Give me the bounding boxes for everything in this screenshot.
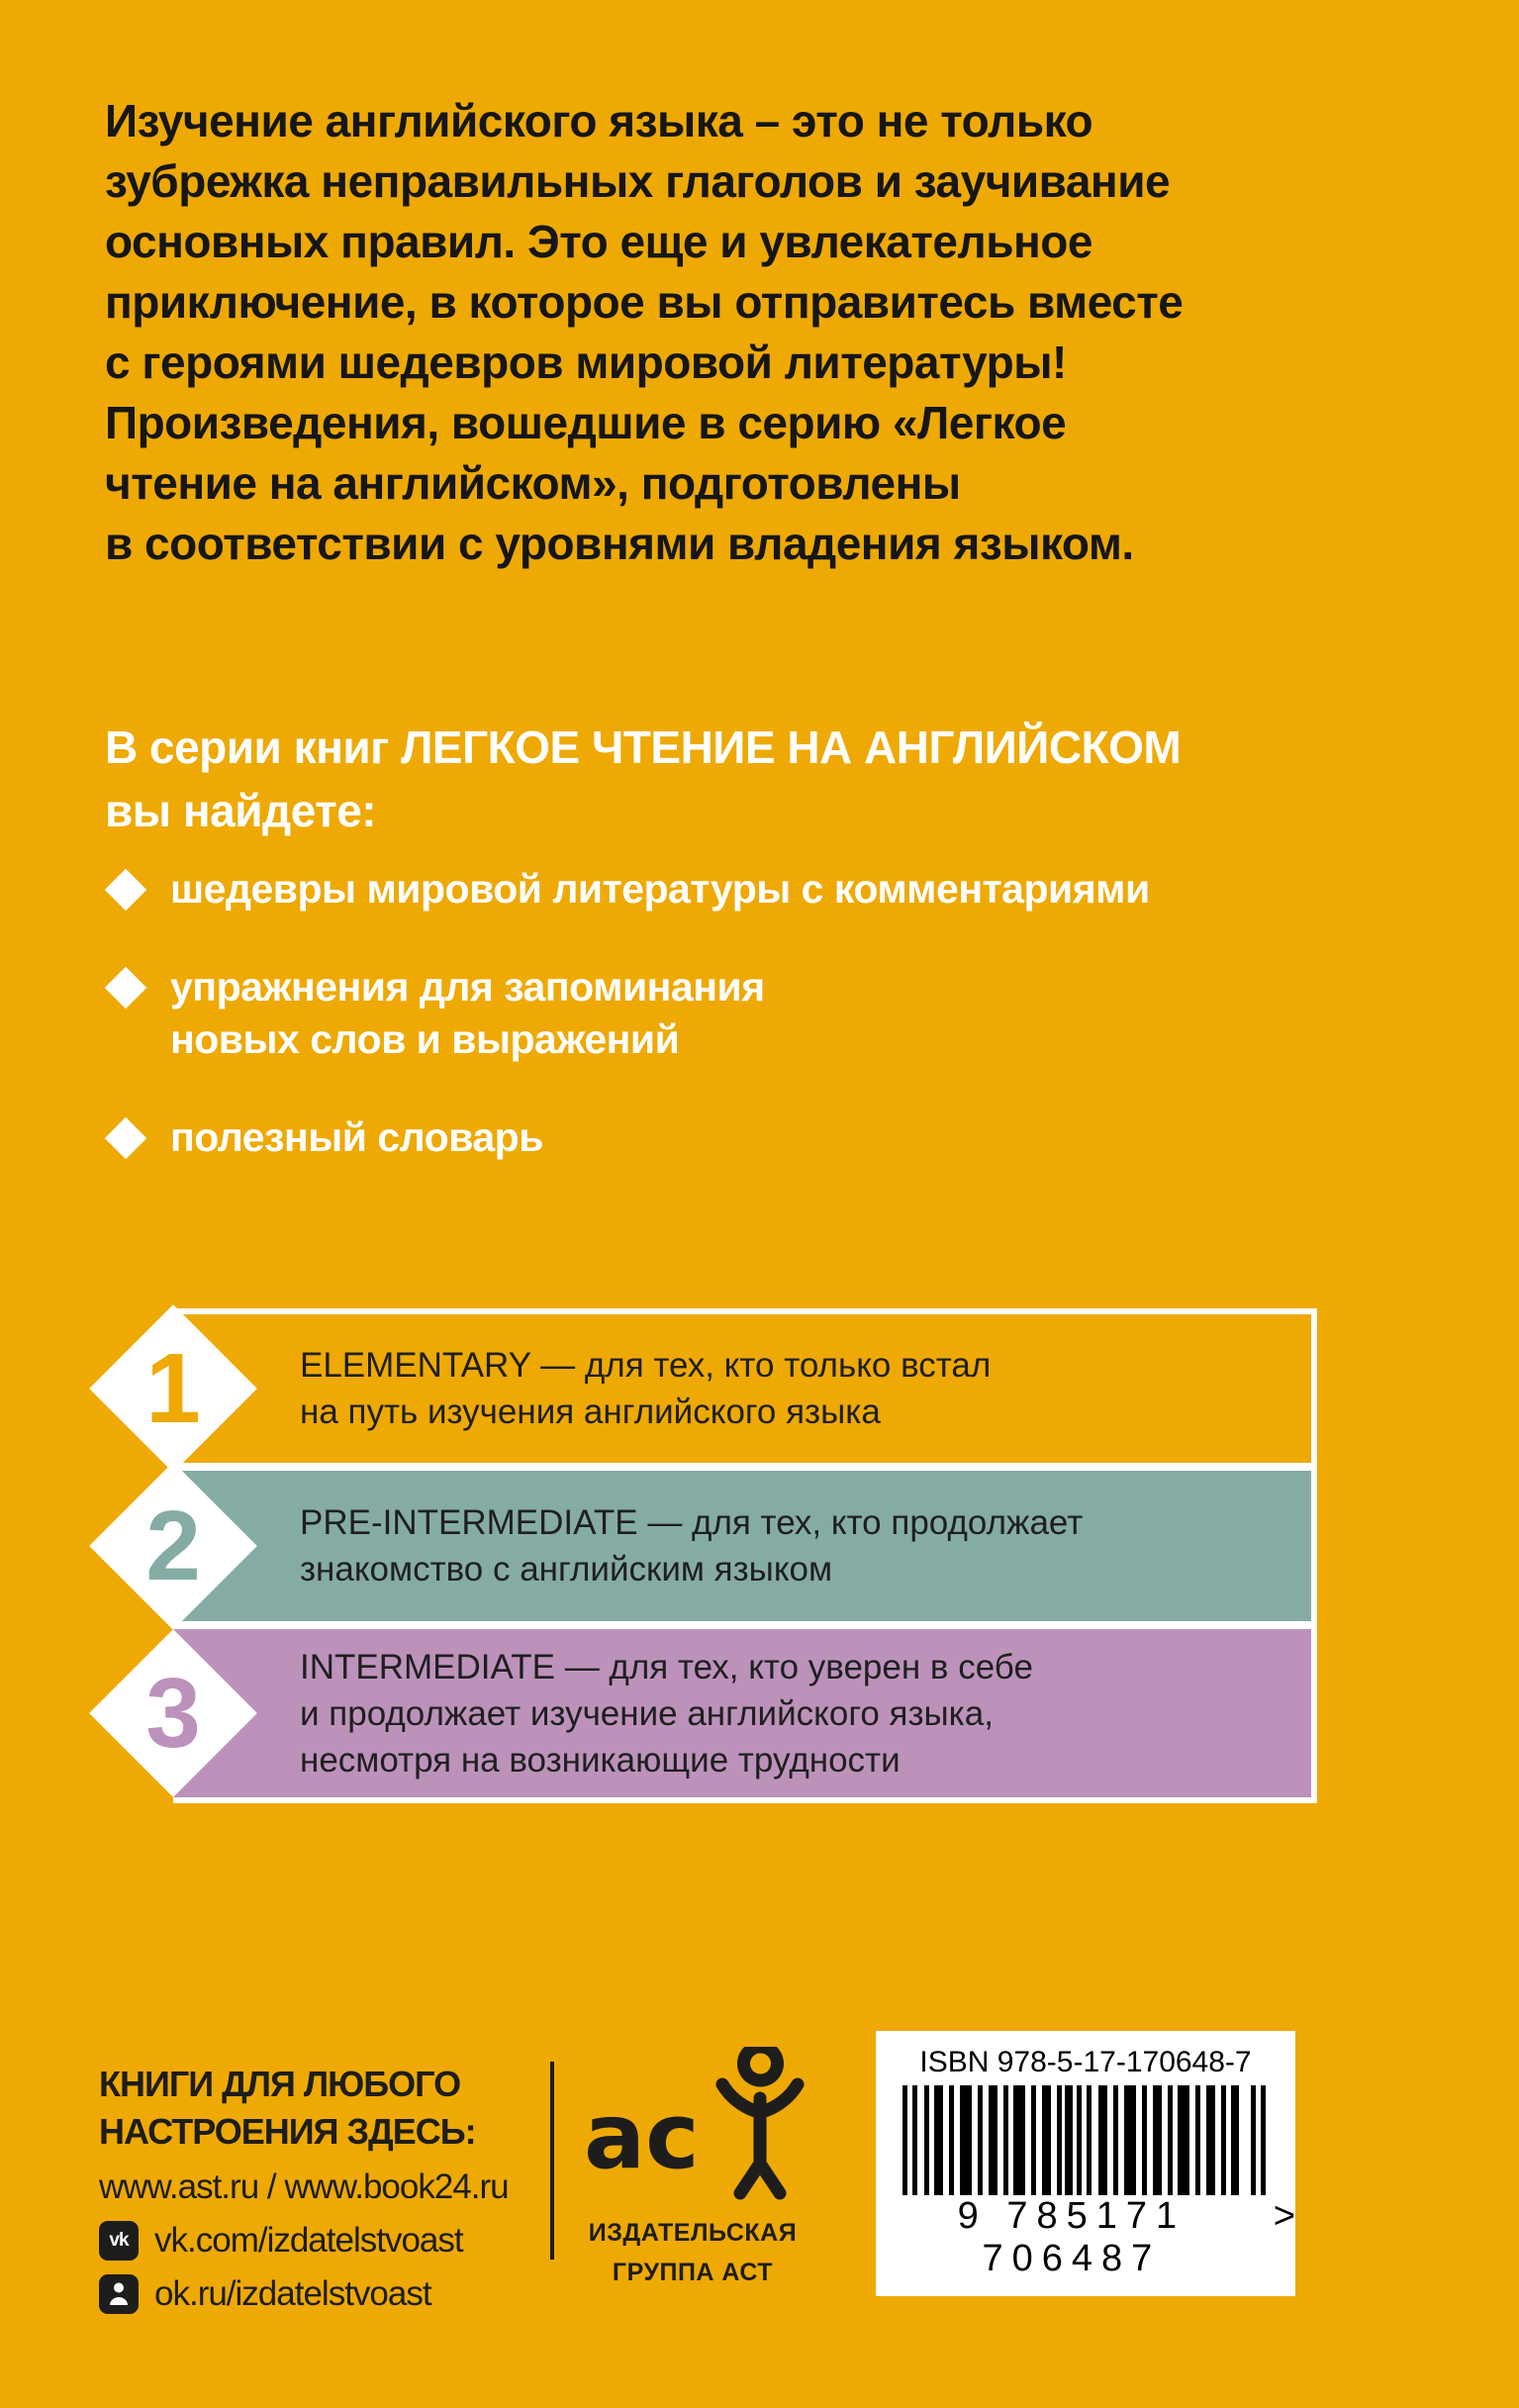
diamond-bullet-icon — [105, 1117, 146, 1159]
footer-divider — [550, 2062, 554, 2260]
bullet-line: полезный словарь — [170, 1114, 543, 1160]
ast-logo-svg — [584, 2047, 811, 2205]
bullet-text — [170, 863, 1150, 915]
barcode-arrow: > — [1273, 2195, 1295, 2237]
intro-line: Произведения, вошедшие в серию «Легкое — [105, 397, 1067, 448]
ok-icon — [99, 2274, 139, 2314]
isbn-text: ISBN 978-5-17-170648-7 — [919, 2046, 1252, 2078]
level-text-line: и продолжает изучение английского языка, — [300, 1693, 994, 1733]
barcode-number: 9 785171 706487 — [876, 2195, 1268, 2280]
bullet-line: упражнения для запоминания — [170, 964, 765, 1010]
level-text-line: PRE-INTERMEDIATE — для тех, кто продолжает — [300, 1503, 1084, 1542]
ok-url: ok.ru/izdatelstvoast — [154, 2274, 431, 2313]
publisher-name — [569, 2213, 816, 2292]
level-text-line: ELEMENTARY — для тех, кто только встал — [300, 1346, 992, 1385]
level-strips — [145, 1308, 1317, 1803]
publisher-line: ИЗДАТЕЛЬСКАЯ — [588, 2219, 798, 2247]
level-row-pre-intermediate — [173, 1471, 1311, 1621]
footer-tagline-line: НАСТРОЕНИЯ ЗДЕСЬ: — [99, 2111, 476, 2152]
vk-row — [99, 2221, 509, 2261]
barcode-block — [876, 2031, 1295, 2296]
level-2-number: 2 — [145, 1491, 201, 1601]
intro-line: приключение, в которое вы отправитесь вместе — [105, 276, 1184, 328]
publisher-websites: www.ast.ru / www.book24.ru — [99, 2167, 509, 2206]
level-1-diamond — [89, 1304, 257, 1473]
level-1-number: 1 — [145, 1333, 201, 1444]
ast-logo-icon — [584, 2047, 811, 2210]
level-3-diamond — [89, 1629, 257, 1797]
series-bullet-list — [105, 863, 1150, 1209]
vk-icon-letters: vk — [109, 2230, 129, 2251]
intro-line: чтение на английском», подготовлены — [105, 457, 961, 509]
level-text-line: несмотря на возникающие трудности — [300, 1740, 901, 1780]
level-3-number: 3 — [145, 1658, 201, 1769]
bullet-text — [170, 961, 765, 1066]
diamond-bullet-icon — [105, 967, 146, 1009]
intro-paragraph — [105, 91, 1183, 574]
series-heading-line: вы найдете: — [105, 785, 377, 836]
series-heading-line: В серии книг ЛЕГКОЕ ЧТЕНИЕ НА АНГЛИЙСКОМ — [105, 722, 1182, 773]
level-text-line: INTERMEDIATE — для тех, кто уверен в себе — [300, 1647, 1033, 1686]
bullet-line: новых слов и выражений — [170, 1016, 680, 1062]
ok-person-glyph — [107, 2281, 131, 2307]
level-text-line: знакомство с английским языком — [300, 1550, 833, 1589]
footer-contacts — [99, 2061, 509, 2314]
vk-icon — [99, 2221, 139, 2261]
barcode-number-row — [876, 2195, 1295, 2280]
intro-line: Изучение английского языка – это не только — [105, 95, 1093, 146]
level-row-intermediate — [173, 1629, 1311, 1797]
bullet-line: шедевры мировой литературы с комментариями — [170, 866, 1150, 912]
vk-url: vk.com/izdatelstvoast — [154, 2221, 463, 2260]
bullet-text — [170, 1111, 543, 1164]
intro-line: основных правил. Это еще и увлекательное — [105, 216, 1092, 267]
footer-tagline-line: КНИГИ ДЛЯ ЛЮБОГО — [99, 2064, 461, 2104]
level-2-diamond — [89, 1462, 257, 1630]
intro-line: с героями шедевров мировой литературы! — [105, 337, 1067, 388]
intro-line: зубрежка неправильных глаголов и заучивание — [105, 155, 1171, 207]
intro-line: в соответствии с уровнями владения языком. — [105, 518, 1134, 569]
list-item — [105, 863, 1150, 915]
level-row-elementary — [173, 1314, 1311, 1463]
ast-logo-figure — [722, 2047, 798, 2193]
ok-row — [99, 2274, 509, 2314]
ast-logo-letters: ас — [584, 2083, 700, 2189]
list-item — [105, 1111, 1150, 1164]
publisher-line: ГРУППА АСТ — [612, 2259, 774, 2286]
list-item — [105, 961, 1150, 1066]
series-heading — [105, 716, 1181, 842]
diamond-bullet-icon — [105, 869, 146, 911]
level-text-line: на путь изучения английского языка — [300, 1393, 881, 1431]
